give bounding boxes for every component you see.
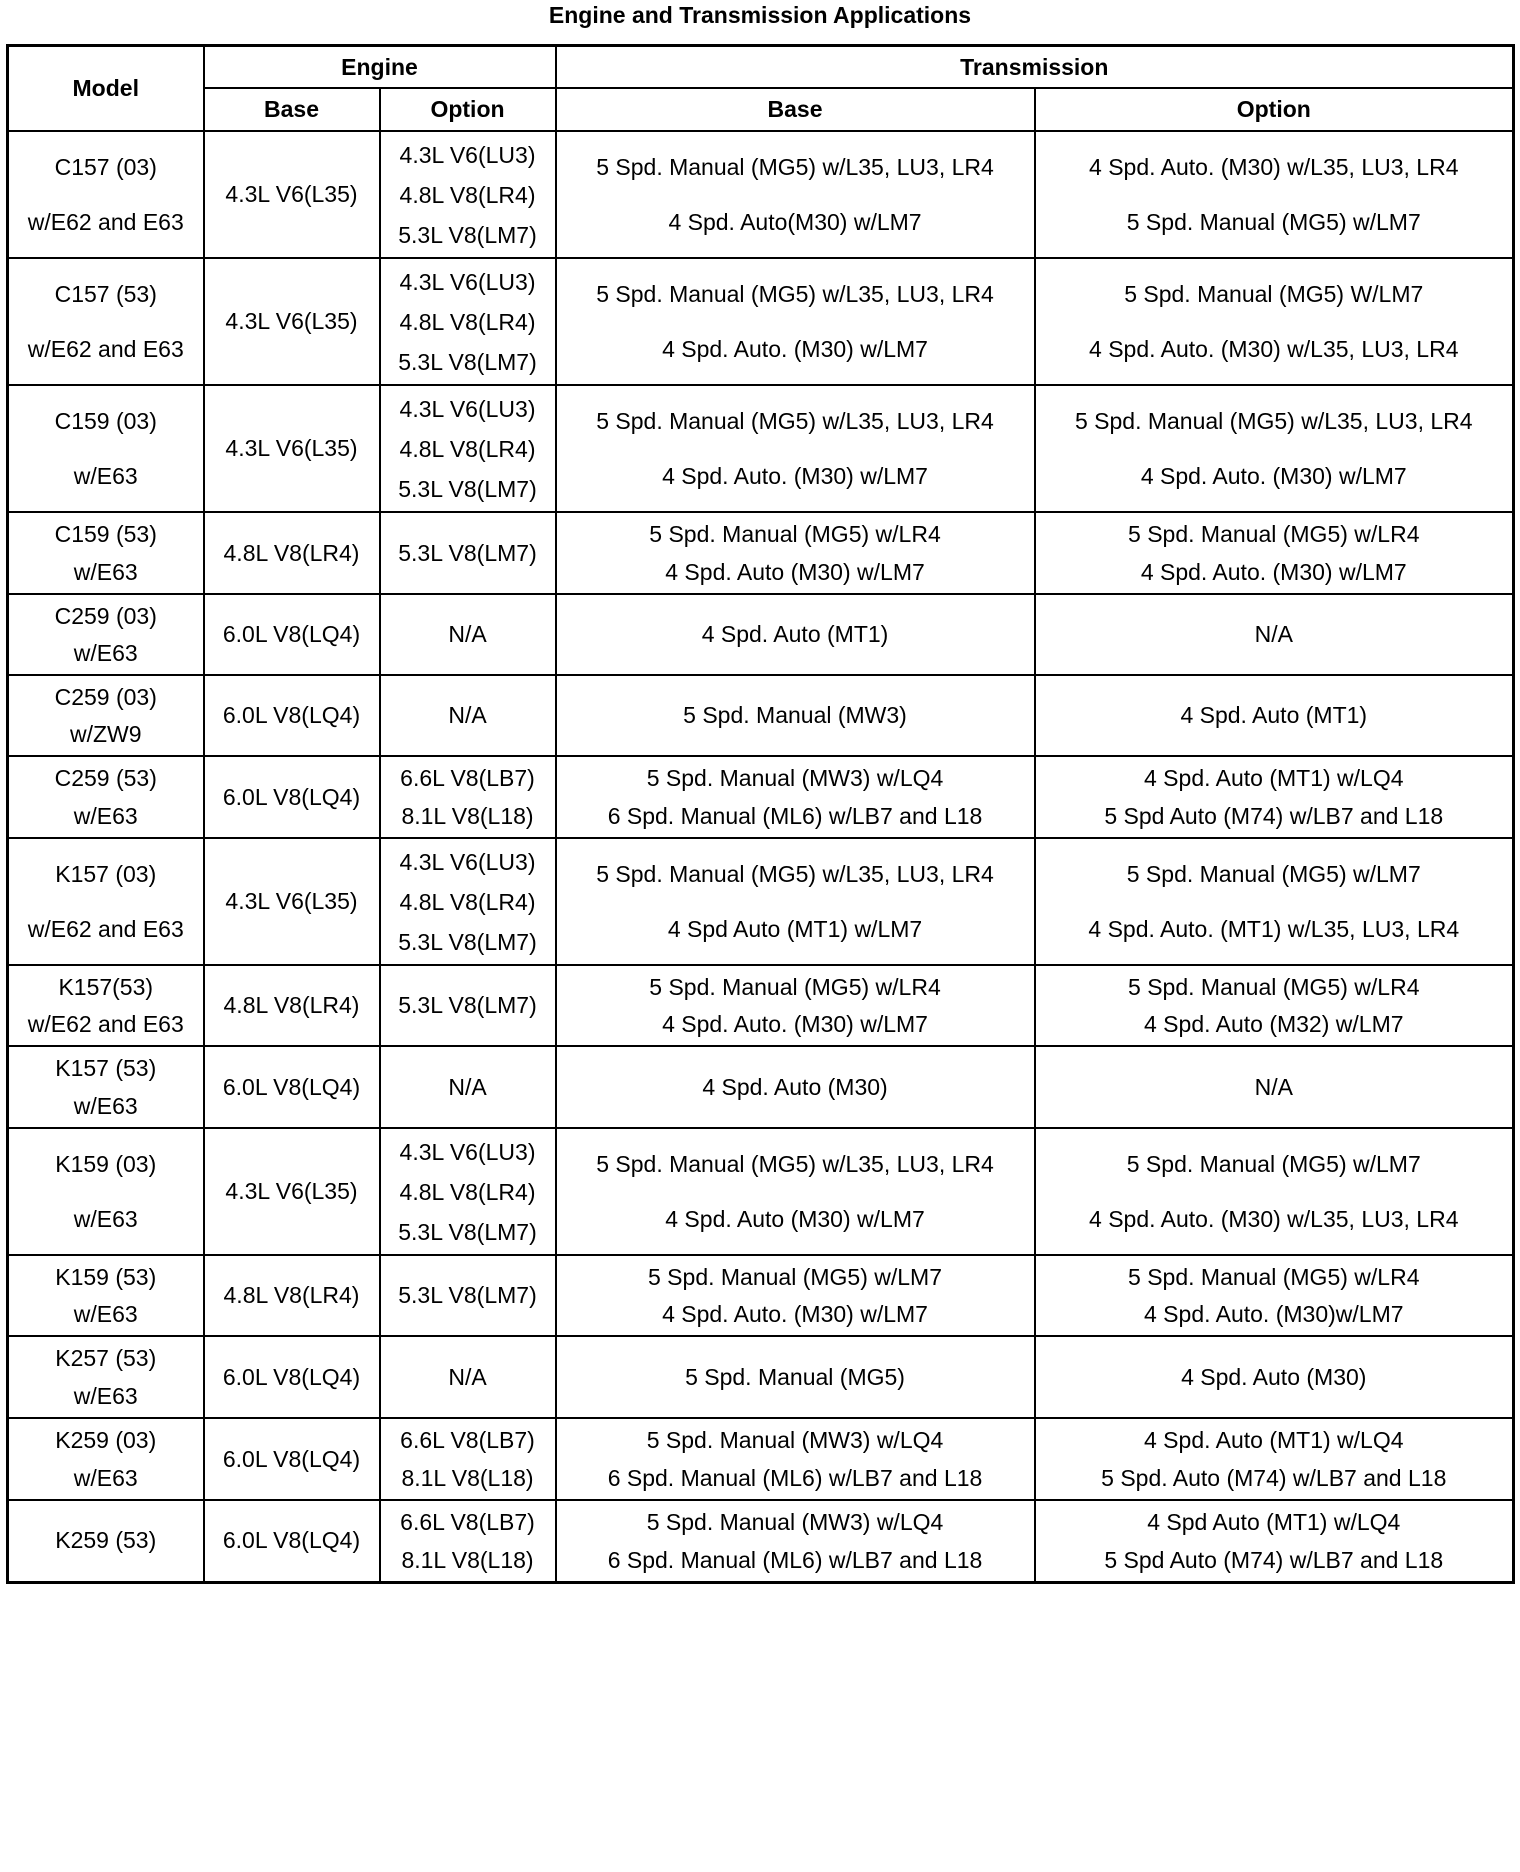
table-row (8, 1418, 1514, 1500)
transmission-base-cell-line: 5 Spd. Manual (MG5) w/L35, LU3, LR4 (596, 860, 994, 887)
header-transmission-base: Base (556, 88, 1035, 131)
engine-option-cell-line: 8.1L V8(L18) (401, 1546, 534, 1573)
model-cell-line: C157 (53) (54, 280, 157, 307)
table-row (8, 756, 1514, 838)
transmission-option-cell-line: 4 Spd. Auto. (M30) w/L35, LU3, LR4 (1089, 1205, 1459, 1232)
transmission-option-cell-line: 5 Spd. Manual (MG5) W/LM7 (1124, 280, 1424, 307)
model-cell-line: C259 (53) (54, 765, 157, 791)
engine-option-cell-line: N/A (448, 702, 487, 728)
engine-option-cell-line: 5.3L V8(LM7) (398, 221, 537, 248)
model-cell (8, 385, 204, 512)
model-cell-line: K159 (03) (55, 1150, 157, 1177)
header-engine-option: Option (380, 88, 556, 131)
engine-base-cell-line: 4.3L V6(L35) (225, 435, 358, 461)
transmission-option-cell-line: 5 Spd. Manual (MG5) w/LM7 (1126, 208, 1421, 235)
engine-option-cell (380, 385, 556, 512)
table-row (8, 131, 1514, 258)
transmission-option-cell-line: 4 Spd. Auto (MT1) (1180, 702, 1368, 728)
transmission-base-cell (556, 1255, 1035, 1336)
transmission-option-cell-line: 4 Spd Auto (MT1) w/LQ4 (1147, 1508, 1401, 1535)
engine-base-cell (204, 756, 380, 838)
engine-base-cell (204, 1418, 380, 1500)
model-cell-line: C259 (03) (54, 602, 157, 629)
model-cell (8, 258, 204, 385)
engine-option-cell (380, 1418, 556, 1500)
model-cell-line: w/E63 (73, 803, 138, 829)
transmission-base-cell-line: 5 Spd. Manual (MW3) (683, 702, 907, 728)
engine-option-cell-line: 4.8L V8(LR4) (399, 435, 536, 462)
transmission-base-cell (556, 756, 1035, 838)
engine-option-cell (380, 1500, 556, 1582)
transmission-base-cell-line: 4 Spd. Auto (M30) (702, 1073, 888, 1100)
transmission-option-cell (1035, 1255, 1514, 1336)
table-row (8, 258, 1514, 385)
engine-option-cell-line: 5.3L V8(LM7) (398, 1218, 537, 1245)
transmission-option-cell (1035, 385, 1514, 512)
engine-option-cell-line: N/A (448, 621, 487, 647)
engine-option-cell-line: 5.3L V8(LM7) (398, 475, 537, 502)
transmission-option-cell-line: 4 Spd. Auto. (M30) w/LM7 (1140, 559, 1407, 585)
header-model: Model (8, 46, 204, 132)
table-body (8, 131, 1514, 1582)
engine-option-cell-line: 8.1L V8(L18) (401, 803, 534, 829)
model-cell-line: K259 (53) (55, 1527, 157, 1554)
transmission-option-cell (1035, 594, 1514, 675)
model-cell-line: w/E63 (73, 462, 138, 489)
engine-base-cell (204, 594, 380, 675)
transmission-option-cell (1035, 838, 1514, 965)
header-engine-base: Base (204, 88, 380, 131)
table-row (8, 1336, 1514, 1418)
transmission-base-cell (556, 965, 1035, 1046)
transmission-base-cell-line: 5 Spd. Manual (MG5) w/LR4 (649, 521, 941, 547)
engine-option-cell-line: 5.3L V8(LM7) (398, 928, 537, 955)
model-cell-line: w/E63 (73, 1093, 138, 1119)
transmission-option-cell-line: 4 Spd. Auto. (M30)w/LM7 (1144, 1300, 1404, 1327)
engine-option-cell-line: 4.8L V8(LR4) (399, 308, 536, 335)
table-row (8, 1046, 1514, 1128)
transmission-base-cell-line: 6 Spd. Manual (ML6) w/LB7 and L18 (607, 1465, 983, 1491)
engine-option-cell-line: 4.8L V8(LR4) (399, 1178, 536, 1205)
engine-base-cell-line: 6.0L V8(LQ4) (222, 1073, 361, 1100)
model-cell (8, 1128, 204, 1255)
model-cell-line: C259 (03) (54, 683, 157, 710)
header-transmission: Transmission (556, 46, 1514, 89)
transmission-base-cell-line: 4 Spd. Auto. (M30) w/LM7 (662, 462, 928, 489)
transmission-option-cell-line: 5 Spd. Manual (MG5) w/LM7 (1126, 1150, 1421, 1177)
model-cell (8, 1046, 204, 1128)
engine-base-cell (204, 1255, 380, 1336)
engine-option-cell-line: 4.3L V6(LU3) (399, 848, 536, 875)
transmission-base-cell (556, 1046, 1035, 1128)
engine-option-cell-line: 4.8L V8(LR4) (399, 181, 536, 208)
model-cell-line: K259 (03) (55, 1427, 157, 1453)
model-cell (8, 131, 204, 258)
engine-option-cell-line: 5.3L V8(LM7) (398, 992, 537, 1018)
model-cell-line: K159 (53) (55, 1263, 157, 1290)
engine-option-cell-line: 6.6L V8(LB7) (400, 1508, 535, 1535)
transmission-base-cell (556, 594, 1035, 675)
engine-option-cell-line: 4.3L V6(LU3) (399, 395, 536, 422)
transmission-option-cell-line: 5 Spd. Manual (MG5) w/LM7 (1126, 860, 1421, 887)
transmission-base-cell-line: 4 Spd. Auto (M30) w/LM7 (665, 559, 925, 585)
engine-base-cell-line: 6.0L V8(LQ4) (222, 1527, 361, 1554)
transmission-option-cell-line: 5 Spd. Manual (MG5) w/LR4 (1128, 521, 1420, 547)
engine-base-cell-line: 4.3L V6(L35) (225, 308, 358, 334)
table-row (8, 594, 1514, 675)
engine-base-cell-line: 4.3L V6(L35) (225, 1178, 358, 1204)
engine-base-cell-line: 6.0L V8(LQ4) (222, 702, 361, 728)
model-cell (8, 965, 204, 1046)
transmission-base-cell (556, 1418, 1035, 1500)
engine-base-cell-line: 6.0L V8(LQ4) (222, 1363, 361, 1390)
engine-option-cell-line: 4.3L V6(LU3) (399, 1138, 536, 1165)
transmission-option-cell-line: 5 Spd. Manual (MG5) w/LR4 (1128, 1263, 1420, 1290)
engine-base-cell-line: 6.0L V8(LQ4) (222, 621, 361, 647)
table-row (8, 838, 1514, 965)
transmission-option-cell-line: 4 Spd. Auto. (M30) w/LM7 (1140, 462, 1407, 489)
transmission-option-cell-line: 5 Spd. Auto (M74) w/LB7 and L18 (1101, 1465, 1447, 1491)
transmission-option-cell-line: 5 Spd Auto (M74) w/LB7 and L18 (1104, 803, 1444, 829)
table-row (8, 1128, 1514, 1255)
transmission-base-cell-line: 5 Spd. Manual (MG5) w/LR4 (649, 973, 941, 1000)
table-title: Engine and Transmission Applications (548, 2, 972, 28)
engine-option-cell-line: 4.3L V6(LU3) (399, 268, 536, 295)
transmission-option-cell-line: 4 Spd. Auto (MT1) w/LQ4 (1144, 765, 1404, 791)
model-cell-line: w/E63 (73, 1205, 138, 1232)
transmission-base-cell-line: 5 Spd. Manual (MG5) (685, 1363, 905, 1390)
engine-option-cell (380, 965, 556, 1046)
transmission-base-cell-line: 4 Spd Auto (MT1) w/LM7 (667, 915, 923, 942)
table-row (8, 675, 1514, 756)
header-engine: Engine (204, 46, 556, 89)
engine-base-cell-line: 4.3L V6(L35) (225, 181, 358, 207)
engine-base-cell (204, 258, 380, 385)
table-row (8, 965, 1514, 1046)
engine-option-cell-line: 5.3L V8(LM7) (398, 1282, 537, 1308)
transmission-base-cell-line: 4 Spd. Auto (M30) w/LM7 (665, 1205, 925, 1232)
engine-base-cell (204, 965, 380, 1046)
engine-option-cell (380, 512, 556, 594)
transmission-option-cell (1035, 1046, 1514, 1128)
model-cell (8, 1418, 204, 1500)
engine-option-cell-line: 5.3L V8(LM7) (398, 539, 537, 566)
table-row (8, 385, 1514, 512)
model-cell-line: w/E62 and E63 (27, 915, 184, 942)
engine-base-cell (204, 512, 380, 594)
engine-option-cell (380, 1128, 556, 1255)
engine-base-cell (204, 385, 380, 512)
model-cell (8, 756, 204, 838)
engine-base-cell (204, 675, 380, 756)
engine-option-cell-line: 8.1L V8(L18) (401, 1465, 534, 1491)
transmission-base-cell-line: 5 Spd. Manual (MG5) w/L35, LU3, LR4 (596, 153, 994, 180)
model-cell-line: w/E63 (73, 559, 138, 585)
transmission-option-cell (1035, 258, 1514, 385)
model-cell-line: w/E62 and E63 (27, 208, 184, 235)
transmission-base-cell-line: 5 Spd. Manual (MW3) w/LQ4 (646, 1427, 944, 1453)
transmission-option-cell (1035, 756, 1514, 838)
transmission-base-cell-line: 4 Spd. Auto(M30) w/LM7 (668, 208, 922, 235)
engine-option-cell (380, 1255, 556, 1336)
model-cell-line: w/E63 (73, 639, 138, 666)
transmission-option-cell-line: N/A (1254, 1073, 1293, 1100)
engine-option-cell-line: 5.3L V8(LM7) (398, 348, 537, 375)
table-row (8, 1500, 1514, 1582)
model-cell-line: C157 (03) (54, 153, 157, 180)
transmission-base-cell-line: 4 Spd. Auto. (M30) w/LM7 (662, 1300, 928, 1327)
engine-option-cell (380, 838, 556, 965)
model-cell-line: K157(53) (58, 973, 154, 1000)
model-cell-line: K257 (53) (55, 1345, 157, 1371)
engine-base-cell (204, 838, 380, 965)
engine-option-cell-line: 6.6L V8(LB7) (400, 1427, 535, 1453)
engine-option-cell-line: 4.3L V6(LU3) (399, 141, 536, 168)
model-cell-line: w/E62 and E63 (27, 1010, 184, 1037)
transmission-option-cell-line: N/A (1254, 621, 1293, 647)
engine-base-cell-line: 4.3L V6(L35) (225, 888, 358, 914)
transmission-base-cell-line: 4 Spd. Auto. (M30) w/LM7 (662, 1010, 928, 1037)
model-cell (8, 1500, 204, 1582)
transmission-base-cell (556, 1336, 1035, 1418)
engine-base-cell-line: 6.0L V8(LQ4) (222, 1445, 361, 1472)
model-cell (8, 675, 204, 756)
transmission-base-cell (556, 385, 1035, 512)
engine-option-cell (380, 756, 556, 838)
engine-transmission-table (6, 44, 1515, 1584)
transmission-base-cell-line: 6 Spd. Manual (ML6) w/LB7 and L18 (607, 803, 983, 829)
model-cell (8, 594, 204, 675)
engine-option-cell (380, 1336, 556, 1418)
engine-base-cell (204, 1046, 380, 1128)
model-cell-line: w/E63 (73, 1465, 138, 1491)
model-cell-line: C159 (03) (54, 407, 157, 434)
transmission-option-cell (1035, 512, 1514, 594)
engine-option-cell-line: N/A (448, 1073, 487, 1100)
transmission-option-cell (1035, 131, 1514, 258)
engine-option-cell (380, 594, 556, 675)
transmission-base-cell-line: 5 Spd. Manual (MG5) w/L35, LU3, LR4 (596, 280, 994, 307)
transmission-option-cell-line: 4 Spd. Auto. (MT1) w/L35, LU3, LR4 (1088, 915, 1460, 942)
engine-base-cell (204, 1500, 380, 1582)
engine-base-cell (204, 1336, 380, 1418)
transmission-base-cell-line: 5 Spd. Manual (MG5) w/L35, LU3, LR4 (596, 1150, 994, 1177)
model-cell-line: K157 (53) (55, 1055, 157, 1081)
engine-option-cell-line: N/A (448, 1363, 487, 1390)
transmission-base-cell-line: 6 Spd. Manual (ML6) w/LB7 and L18 (607, 1546, 983, 1573)
transmission-base-cell (556, 1500, 1035, 1582)
transmission-base-cell-line: 5 Spd. Manual (MG5) w/L35, LU3, LR4 (596, 407, 994, 434)
model-cell (8, 512, 204, 594)
table-row (8, 1255, 1514, 1336)
transmission-option-cell (1035, 675, 1514, 756)
model-cell (8, 1255, 204, 1336)
model-cell (8, 838, 204, 965)
transmission-option-cell-line: 5 Spd. Manual (MG5) w/LR4 (1128, 973, 1420, 1000)
model-cell-line: w/ZW9 (69, 720, 142, 747)
transmission-base-cell-line: 5 Spd. Manual (MW3) w/LQ4 (646, 765, 944, 791)
transmission-option-cell-line: 4 Spd. Auto (M32) w/LM7 (1144, 1010, 1404, 1037)
model-cell-line: C159 (53) (54, 521, 157, 547)
engine-option-cell (380, 675, 556, 756)
engine-base-cell (204, 131, 380, 258)
transmission-base-cell (556, 675, 1035, 756)
transmission-base-cell (556, 1128, 1035, 1255)
transmission-base-cell-line: 4 Spd. Auto (MT1) (701, 621, 889, 647)
engine-base-cell (204, 1128, 380, 1255)
table-row (8, 512, 1514, 594)
transmission-option-cell (1035, 1128, 1514, 1255)
model-cell-line: w/E62 and E63 (27, 335, 184, 362)
transmission-option-cell-line: 4 Spd. Auto. (M30) w/L35, LU3, LR4 (1089, 153, 1459, 180)
model-cell-line: w/E63 (73, 1300, 138, 1327)
transmission-base-cell (556, 512, 1035, 594)
engine-base-cell-line: 4.8L V8(LR4) (223, 1282, 360, 1308)
engine-option-cell-line: 6.6L V8(LB7) (400, 765, 535, 791)
transmission-option-cell-line: 4 Spd. Auto (M30) (1181, 1363, 1367, 1390)
transmission-base-cell-line: 4 Spd. Auto. (M30) w/LM7 (662, 335, 928, 362)
transmission-option-cell-line: 4 Spd. Auto. (M30) w/L35, LU3, LR4 (1089, 335, 1459, 362)
engine-base-cell-line: 6.0L V8(LQ4) (222, 783, 361, 810)
transmission-option-cell-line: 5 Spd. Manual (MG5) w/L35, LU3, LR4 (1074, 407, 1473, 434)
transmission-option-cell-line: 5 Spd Auto (M74) w/LB7 and L18 (1104, 1546, 1444, 1573)
transmission-option-cell (1035, 1500, 1514, 1582)
engine-option-cell (380, 258, 556, 385)
engine-option-cell-line: 4.8L V8(LR4) (399, 888, 536, 915)
transmission-option-cell-line: 4 Spd. Auto (MT1) w/LQ4 (1144, 1427, 1404, 1453)
engine-base-cell-line: 4.8L V8(LR4) (223, 992, 360, 1018)
engine-option-cell (380, 131, 556, 258)
transmission-base-cell (556, 258, 1035, 385)
model-cell (8, 1336, 204, 1418)
transmission-base-cell-line: 5 Spd. Manual (MG5) w/LM7 (648, 1263, 943, 1290)
header-transmission-option: Option (1035, 88, 1514, 131)
transmission-base-cell-line: 5 Spd. Manual (MW3) w/LQ4 (646, 1508, 944, 1535)
transmission-option-cell (1035, 1336, 1514, 1418)
transmission-base-cell (556, 131, 1035, 258)
transmission-option-cell (1035, 1418, 1514, 1500)
model-cell-line: K157 (03) (55, 860, 157, 887)
transmission-option-cell (1035, 965, 1514, 1046)
engine-base-cell-line: 4.8L V8(LR4) (223, 539, 360, 566)
engine-option-cell (380, 1046, 556, 1128)
transmission-base-cell (556, 838, 1035, 965)
model-cell-line: w/E63 (73, 1383, 138, 1409)
